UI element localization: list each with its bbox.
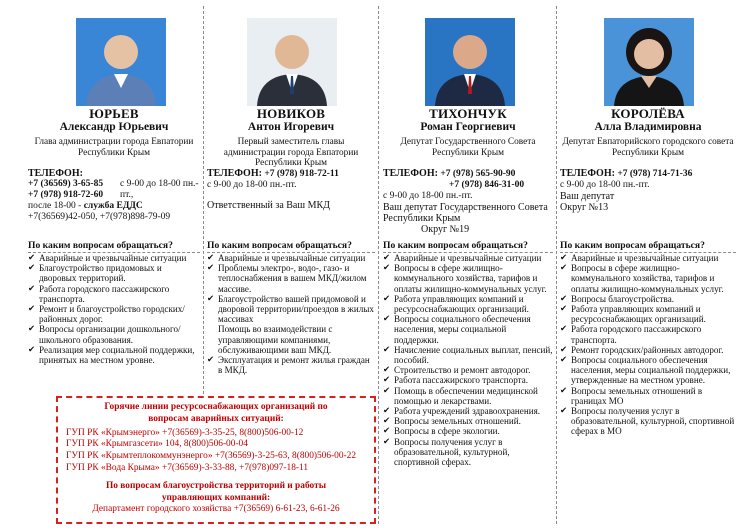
questions-list (560, 253, 736, 437)
list-item: ✔ Вопросы получения услуг в образовательной, культурной, спортивной сферах. (383, 437, 553, 468)
questions-list (383, 253, 553, 467)
list-item: ✔ Вопросы получения услуг в образовательной, культурной, спортивной сферах в МО (560, 406, 736, 437)
list-item: ✔ Работа учреждений здравоохранения. (383, 406, 553, 416)
phone-number: +7 (36569) 3-65-85 (28, 179, 104, 189)
list-item: ✔ Аварийные и чрезвычайные ситуации (383, 253, 553, 263)
hotlines-title: Горячие линии ресурсоснабжающих организаций по вопросам аварийных ситуаций: (104, 402, 328, 424)
questions-heading: По каким вопросам обращаться? (383, 240, 553, 253)
hotline-row: ГУП РК «Вода Крыма» +7(36569)-3-33-88, +7(978)097-18-11 (66, 462, 309, 473)
list-item: ✔ Вопросы социального обеспечения населения, меры социальной поддержки. (383, 314, 553, 345)
hotline-row: ГУП РК «Крымэнерго» +7(36569)-3-35-25, 8(800)506-00-12 (66, 427, 304, 438)
column-divider (378, 6, 379, 524)
list-item: ✔ Аварийные и чрезвычайные ситуации (207, 253, 375, 263)
portrait-photo (425, 18, 515, 106)
questions-heading: По каким вопросам обращаться? (207, 240, 375, 253)
phone-block (28, 168, 200, 223)
list-item: ✔ Благоустройство вашей придомовой и дворовой территории/проездов в жилых массивах (207, 294, 375, 325)
surname: КОРОЛЁВА (611, 106, 685, 121)
questions-heading: По каким вопросам обращаться? (28, 240, 200, 253)
surname: ТИХОНЧУК (429, 106, 507, 121)
phone-block: ТЕЛЕФОН: +7 (978) 918-72-11 с 9-00 до 18-00 пн.-пт. Ответственный за Ваш МКД (207, 168, 375, 211)
working-hours: с 9-00 до 18-00 пн.-пт. (207, 180, 297, 190)
phone-number: +7 (978) 714-71-36 (617, 169, 693, 179)
district: Округ №19 (421, 224, 470, 235)
hotlines-box (56, 396, 376, 524)
hotline-row: ГУП РК «Крымгазсети» 104, 8(800)506-00-04 (66, 439, 248, 450)
position-title: Депутат Государственного Совета Республики Крым (400, 137, 536, 158)
list-item: ✔ Вопросы земельных отношений. (383, 416, 553, 426)
deputy-note: Ваш депутат (560, 191, 615, 202)
list-item: ✔ Ремонт и благоустройство городских/районных дорог. (28, 304, 200, 324)
phone-number: +7 (978) 918-72-11 (264, 169, 339, 179)
phone-block: ТЕЛЕФОН: +7 (978) 714-71-36 с 9-00 до 18-00 пн.-пт. Ваш депутат Округ №13 (560, 168, 736, 213)
list-item: ✔ Вопросы социального обеспечения населения, меры социальной поддержки, утвержденные на местном уровне. (560, 355, 736, 386)
full-name: Алла Владимировна (594, 121, 702, 133)
portrait-photo (76, 18, 166, 106)
surname: ЮРЬЕВ (89, 106, 139, 121)
position-title: Глава администрации города Евпатории Республики Крым (34, 137, 194, 158)
list-item: ✔ Вопросы в сфере жилищно-коммунального хозяйства, тарифов и оплаты жилищно-коммунальных услуг. (560, 263, 736, 294)
column-divider (556, 6, 557, 524)
full-name: Антон Игоревич (247, 121, 335, 133)
list-item: ✔ Эксплуатация и ремонт жилья граждан в МКД. (207, 355, 375, 375)
list-item: ✔ Ремонт городских/районных автодорог. (560, 345, 736, 355)
contact-card-koroleva (560, 0, 736, 530)
questions-heading: По каким вопросам обращаться? (560, 240, 736, 253)
full-name: Роман Георгиевич (420, 121, 516, 133)
list-item: ✔ Работа городского пассажирского транспорта. (560, 324, 736, 344)
list-item: ✔ Вопросы благоустройства. (560, 294, 736, 304)
list-item: ✔ Работа управляющих компаний и ресурсоснабжающих организаций. (560, 304, 736, 324)
list-item: ✔ Работа городского пассажирского транспорта. (28, 284, 200, 304)
phone-number: +7 (978) 846-31-00 (449, 180, 525, 190)
questions-list (28, 253, 200, 365)
working-hours: с 9-00 до 18-00 пн.-пт. (560, 180, 650, 190)
position-title: Депутат Евпаторийского городского совета Республики Крым (562, 137, 734, 158)
portrait-photo (247, 18, 337, 106)
portrait-photo (604, 18, 694, 106)
phone-block: ТЕЛЕФОН: +7 (978) 565-90-90 +7 (978) 846-31-00 с 9-00 до 18-00 пн.-пт. Ваш депутат Государственного Совета Республики Крым Округ №19 (383, 168, 553, 235)
list-item: ✔ Вопросы в сфере экологии. (383, 426, 553, 436)
phone-number: +7 (978) 565-90-90 (440, 169, 516, 179)
list-item: ✔ Помощь в обеспечении медицинской помощью и лекарствами. (383, 386, 553, 406)
list-item: ✔ Работа пассажирского транспорта. (383, 375, 553, 385)
working-hours: с 9-00 до 18-00 пн.-пт., (120, 179, 199, 200)
list-item: ✔ Начисление социальных выплат, пенсий, пособий. (383, 345, 553, 365)
after-hours: после 18-00 - служба ЕДДС (28, 201, 143, 211)
responsibility-note: Ответственный за Ваш МКД (207, 200, 330, 211)
list-item: ✔ Вопросы в сфере жилищно-коммунального хозяйства, тарифов и оплаты жилищно-коммунальных услуг. (383, 263, 553, 294)
list-item: ✔ Аварийные и чрезвычайные ситуации (28, 253, 200, 263)
phone-number: +7 (978) 918-72-60 (28, 190, 104, 200)
working-hours: с 9-00 до 18-00 пн.-пт. (383, 191, 473, 201)
list-item: ✔ Аварийные и чрезвычайные ситуации (560, 253, 736, 263)
hotline-row: ГУП РК «Крымтеплокоммунэнерго» +7(36569)-3-25-63, 8(800)506-00-22 (66, 451, 357, 462)
surname: НОВИКОВ (256, 106, 326, 121)
deputy-note: Ваш депутат Государственного Совета Республики Крым (383, 202, 548, 224)
full-name: Александр Юрьевич (59, 121, 169, 133)
department-contact: Департамент городского хозяйства +7(36569) 6-61-23, 6-61-26 (92, 504, 340, 515)
list-item: Помощь во взаимодействии с управляющими компаниями, обслуживающими ваш МКД. (218, 324, 333, 355)
list-item: ✔ Вопросы земельных отношений в границах МО (560, 386, 736, 406)
list-item: ✔ Реализация мер социальной поддержки, принятых на местном уровне. (28, 345, 200, 365)
list-item: ✔ Благоустройство придомовых и дворовых территорий. (28, 263, 200, 283)
list-item: ✔ Строительство и ремонт автодорог. (383, 365, 553, 375)
questions-list (207, 253, 375, 375)
improvement-title: По вопросам благоустройства территорий и работы управляющих компаний: (105, 480, 327, 503)
position-title: Первый заместитель главы администрации города Евпатории Республики Крым (223, 137, 359, 168)
contact-card-tikhonchuk (383, 0, 553, 530)
list-item: ✔ Проблемы электро-, водо-, газо- и теплоснабжения в вашем МКД/жилом массиве. (207, 263, 375, 294)
list-item: ✔ Вопросы организации дошкольного/школьного образования. (28, 324, 200, 344)
phone-label: ТЕЛЕФОН: (28, 168, 83, 179)
list-item: ✔ Работа управляющих компаний и ресурсоснабжающих организаций. (383, 294, 553, 314)
edds-phones: +7(36569)42-050, +7(978)898-79-09 (28, 212, 171, 222)
district: Округ №13 (560, 202, 609, 213)
